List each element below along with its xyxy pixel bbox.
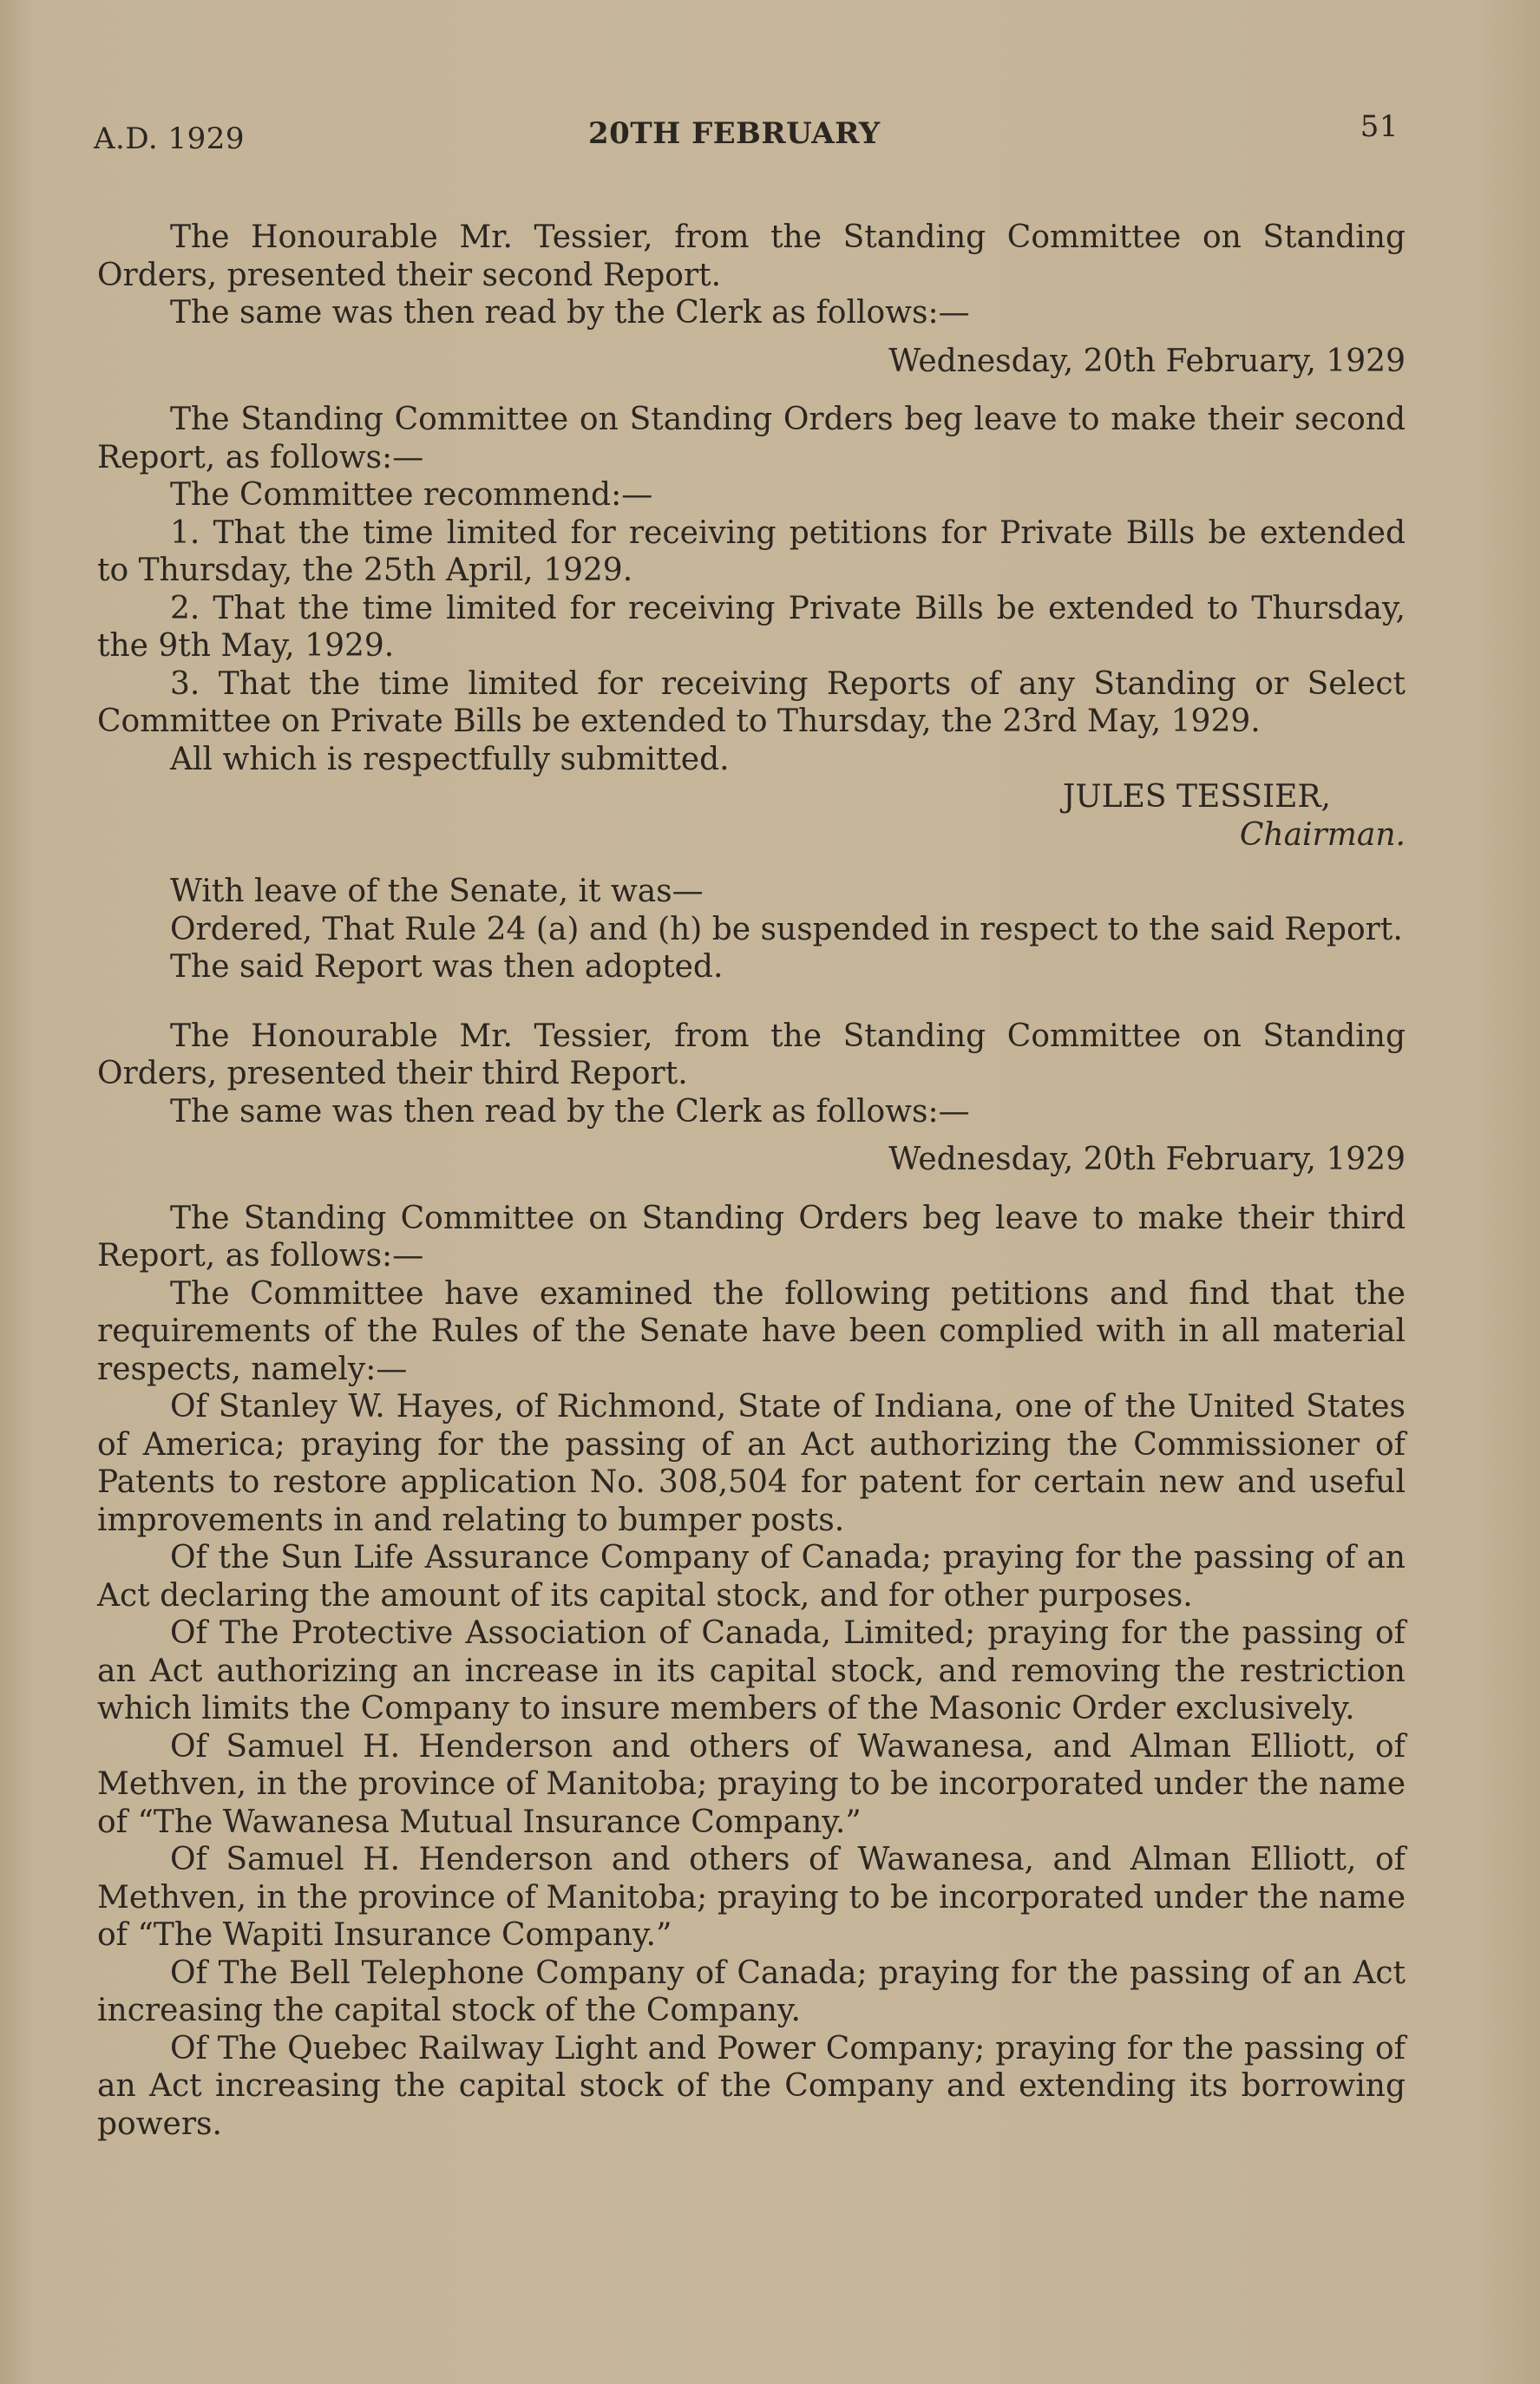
sec2-read: The same was then read by the Clerk as follows:—: [170, 1093, 970, 1130]
sec1-read: The same was then read by the Clerk as follows:—: [170, 295, 970, 331]
sec2-date: Wednesday, 20th February, 1929: [888, 1142, 1406, 1177]
header-date: 20TH FEBRUARY: [588, 116, 881, 151]
page-number: 51: [1360, 109, 1399, 144]
sec2-intro: The Honourable Mr. Tessier, from the Standing Committee on Standing Orders, presented their third Report.: [97, 1018, 1406, 1091]
petition-item: Of the Sun Life Assurance Company of Canada; praying for the passing of an Act declaring the amount of its capital stock, and for other purposes.: [97, 1540, 1406, 1614]
sec1-submitted: All which is respectfully submitted.: [170, 741, 730, 777]
petition-item: Of The Bell Telephone Company of Canada; praying for the passing of an Act increasing the capital stock of the Company.: [97, 1955, 1406, 2028]
petition-item: Of Samuel H. Henderson and others of Wawanesa, and Alman Elliott, of Methven, in the province of Manitoba; praying to be incorporated under the name of “The Wapiti Insurance Company.”: [97, 1842, 1406, 1953]
sec2-report-opening: The Standing Committee on Standing Orders beg leave to make their third Report, as follows:—: [97, 1200, 1406, 1274]
petition-item: Of The Protective Association of Canada, Limited; praying for the passing of an Act authorizing an increase in its capital stock, and removing the restriction which limits the Company to insure members of the Masonic Order exclusively.: [97, 1615, 1406, 1726]
sec1-item-3: 3. That the time limited for receiving Reports of any Standing or Select Committee on Private Bills be extended to Thursday, the 23rd May, 1929.: [97, 665, 1406, 739]
sec1-leave: With leave of the Senate, it was—: [170, 874, 704, 909]
section-gap: [97, 986, 1406, 1018]
signature-name: JULES TESSIER,: [1062, 779, 1331, 815]
petition-item: Of The Quebec Railway Light and Power Company; praying for the passing of an Act increasing the capital stock of the Company and extending its borrowing powers.: [97, 2030, 1406, 2142]
sec1-ordered: Ordered, That Rule 24 (a) and (h) be suspended in respect to the said Report.: [170, 911, 1403, 947]
sec1-date: Wednesday, 20th February, 1929: [888, 343, 1406, 379]
sec1-item-2: 2. That the time limited for receiving Private Bills be extended to Thursday, the 9th May, 1929.: [97, 590, 1406, 664]
sec1-report-opening: The Standing Committee on Standing Orders beg leave to make their second Report, as follows:—: [97, 402, 1406, 475]
sec1-adopted: The said Report was then adopted.: [170, 949, 724, 985]
sec2-examined: The Committee have examined the following petitions and find that the requirements of the Rules of the Senate have been complied with in all material respects, namely:—: [97, 1275, 1406, 1387]
petition-item: Of Samuel H. Henderson and others of Wawanesa, and Alman Elliott, of Methven, in the province of Manitoba; praying to be incorporated under the name of “The Wawanesa Mutual Insurance Company.”: [97, 1728, 1406, 1840]
sec1-recommend: The Committee recommend:—: [170, 477, 653, 513]
sec1-intro: The Honourable Mr. Tessier, from the Standing Committee on Standing Orders, presented their second Report.: [97, 219, 1406, 293]
header-year: A.D. 1929: [94, 121, 246, 156]
signature-title: Chairman.: [1239, 816, 1406, 853]
petition-item: Of Stanley W. Hayes, of Richmond, State of Indiana, one of the United States of America; praying for the passing of an Act authorizing the Commissioner of Patents to restore application No. 308,504 for patent for certain new and useful improvements in and relating to bumper posts.: [97, 1389, 1406, 1538]
sec1-item-1: 1. That the time limited for receiving petitions for Private Bills be extended to Thursday, the 25th April, 1929.: [97, 514, 1406, 588]
page-body: [97, 219, 1406, 2143]
